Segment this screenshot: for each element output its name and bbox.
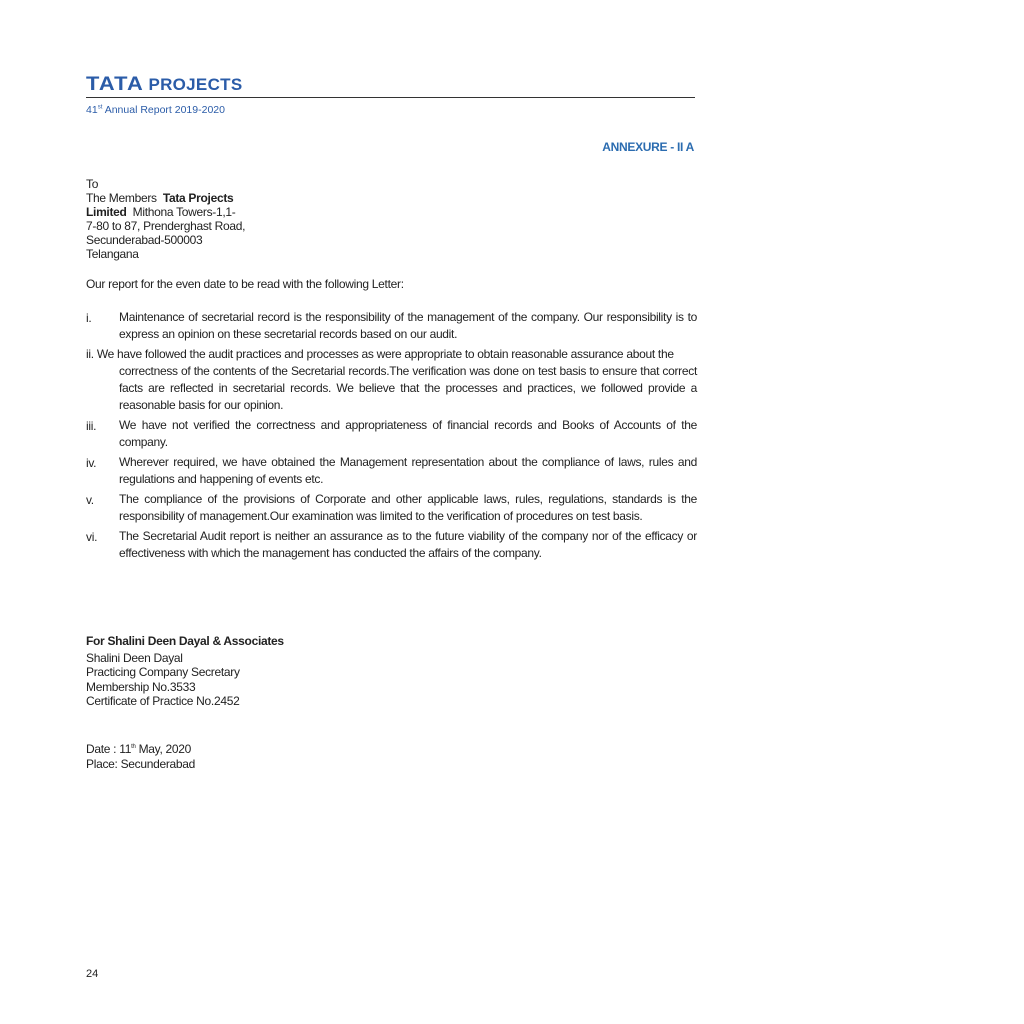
signatory-title: Practicing Company Secretary <box>86 665 240 679</box>
address-line-4: 7-80 to 87, Prenderghast Road, <box>86 219 246 233</box>
date-place-block <box>86 740 195 772</box>
company-name-part2: Limited <box>86 205 127 219</box>
list-item-text: The compliance of the provisions of Corporate and other applicable laws, rules, regulations, standards is the responsibility of management.Our examination was limited to the verification of procedures on test basis. <box>119 492 697 523</box>
list-item-text: We have not verified the correctness and appropriateness of financial records and Books of Accounts of the company. <box>119 418 697 449</box>
date-suffix: May, 2020 <box>138 742 192 756</box>
list-item-text: Wherever required, we have obtained the Management representation about the compliance of laws, rules and regulations and happening of events etc. <box>119 455 697 486</box>
tata-projects-logo <box>86 74 242 94</box>
certificate-number: Certificate of Practice No.2452 <box>86 694 240 708</box>
date-ordinal: th <box>131 744 136 750</box>
firm-name: For Shalini Deen Dayal & Associates <box>86 634 284 648</box>
logo-tata-wordmark: TATA <box>86 74 145 95</box>
signatory-name: Shalini Deen Dayal <box>86 650 183 665</box>
annual-report-label <box>86 104 225 116</box>
address-line-5: Secunderabad-500003 <box>86 233 203 247</box>
list-item-number: iv. <box>86 456 97 470</box>
address-line-6: Telangana <box>86 247 139 261</box>
annexure-title: ANNEXURE - II A <box>602 140 694 154</box>
report-place: Place: Secunderabad <box>86 757 196 771</box>
address-to: To <box>86 177 99 191</box>
list-item-number: ii. <box>86 347 94 361</box>
list-item <box>86 346 697 414</box>
report-date <box>86 740 195 757</box>
date-prefix: Date : 11 <box>86 742 132 756</box>
report-title: Annual Report 2019-2020 <box>104 104 225 116</box>
company-name-part1: Tata Projects <box>162 191 234 205</box>
list-item <box>86 528 697 562</box>
list-item-first-line <box>86 346 697 363</box>
list-item-text: Maintenance of secretarial record is the responsibility of the management of the company. Our responsibility is to express an opinion on these secretarial records based on our audit. <box>119 310 697 341</box>
list-item-continuation: correctness of the contents of the Secretarial records.The verification was done on test basis to ensure that correct facts are reflected in secretarial records. We believe that the processes and practices, we followed provide a reasonable basis for our opinion. <box>119 364 697 412</box>
members-prefix: The Members <box>86 191 157 205</box>
report-number: 41 <box>86 104 98 116</box>
list-item <box>86 491 697 525</box>
list-item-number: i. <box>86 311 92 325</box>
responsibility-list <box>86 309 697 565</box>
list-item-number: iii. <box>86 419 97 433</box>
intro-sentence: Our report for the even date to be read with the following Letter: <box>86 277 404 291</box>
address-line-3 <box>86 205 245 219</box>
list-item <box>86 454 697 488</box>
list-item <box>86 309 697 343</box>
signature-block <box>86 634 284 709</box>
address-building: Mithona Towers-1,1- <box>132 205 236 219</box>
list-item-number: vi. <box>86 530 98 544</box>
list-item-text: The Secretarial Audit report is neither an assurance as to the future viability of the company nor of the efficacy or effectiveness with which the management has conducted the affairs of the company. <box>119 529 697 560</box>
list-item-number: v. <box>86 493 94 507</box>
address-block <box>86 177 245 261</box>
page-number: 24 <box>86 968 99 980</box>
membership-number: Membership No.3533 <box>86 679 196 694</box>
logo-projects-wordmark: PROJECTS <box>148 75 243 94</box>
list-item-text: We have followed the audit practices and processes as were appropriate to obtain reasonable assurance about the <box>96 347 674 361</box>
address-members-line <box>86 191 245 205</box>
report-ordinal: st <box>97 104 103 111</box>
list-item <box>86 417 697 451</box>
header-divider <box>86 97 695 98</box>
